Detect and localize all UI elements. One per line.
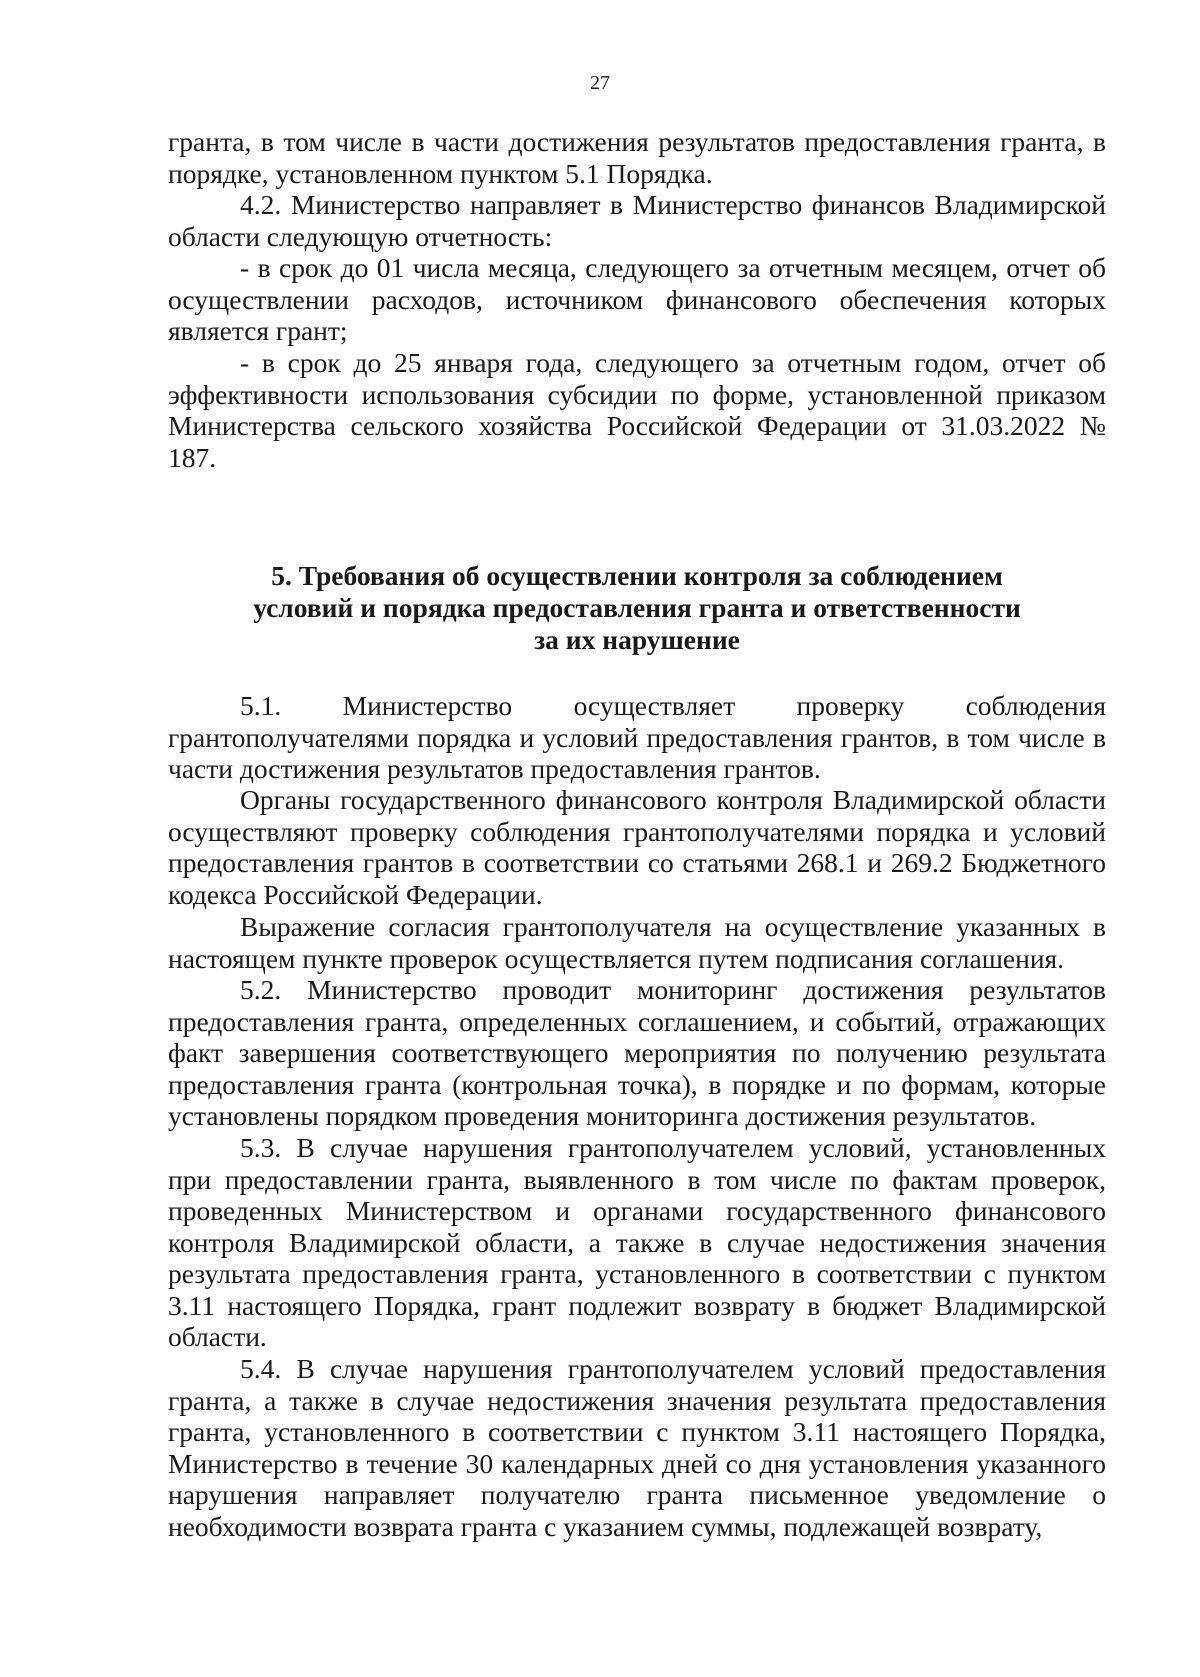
paragraph-5-1: 5.1. Министерство осуществляет проверку соблюдения грантополучателями порядка и условий предоставления грантов, в том числе в части достижения результатов предоставления грантов. [168, 690, 1106, 784]
paragraph-5-4: 5.4. В случае нарушения грантополучателем условий предоставления гранта, а также в случае недостижения значения результата предоставления гранта, установленного в соответствии с пунктом 3.11 настоящего Порядка, Министерство в течение 30 календарных дней со дня установления указанного нарушения направляет получателю гранта письменное уведомление о необходимости возврата гранта с указанием суммы, подлежащей возврату, [168, 1353, 1106, 1542]
section-heading [168, 560, 1106, 656]
paragraph-4-2-item-1: - в срок до 01 числа месяца, следующего за отчетным месяцем, отчет об осуществлении расходов, источником финансового обеспечения которых является грант; [168, 252, 1106, 346]
section-heading-line-2: условий и порядка предоставления гранта и ответственности [253, 592, 1021, 623]
paragraph-4-2: 4.2. Министерство направляет в Министерство финансов Владимирской области следующую отчетность: [168, 189, 1106, 252]
paragraph-5-1-consent: Выражение согласия грантополучателя на осуществление указанных в настоящем пункте проверок осуществляется путем подписания соглашения. [168, 911, 1106, 974]
paragraph-5-2: 5.2. Министерство проводит мониторинг достижения результатов предоставления гранта, определенных соглашением, и событий, отражающих факт завершения соответствующего мероприятия по получению результата предоставления гранта (контрольная точка), в порядке и по формам, которые установлены порядком проведения мониторинга достижения результатов. [168, 974, 1106, 1131]
page-number: 27 [590, 72, 610, 94]
paragraph-4-2-item-2: - в срок до 25 января года, следующего за отчетным годом, отчет об эффективности использования субсидии по форме, установленной приказом Министерства сельского хозяйства Российской Федерации от 31.03.2022 № 187. [168, 347, 1106, 473]
paragraph-5-3: 5.3. В случае нарушения грантополучателем условий, установленных при предоставлении гранта, выявленного в том числе по фактам проверок, проведенных Министерством и органами государственного финансового контроля Владимирской области, а также в случае недостижения значения результата предоставления гранта, установленного в соответствии с пунктом 3.11 настоящего Порядка, грант подлежит возврату в бюджет Владимирской области. [168, 1132, 1106, 1352]
paragraph-5-1-organs: Органы государственного финансового контроля Владимирской области осуществляют проверку соблюдения грантополучателями порядка и условий предоставления грантов в соответствии со статьями 268.1 и 269.2 Бюджетного кодекса Российской Федерации. [168, 784, 1106, 910]
section-heading-line-3: за их нарушение [534, 624, 740, 655]
paragraph-continuation: гранта, в том числе в части достижения результатов предоставления гранта, в порядке, установленном пунктом 5.1 Порядка. [168, 126, 1106, 189]
section-heading-line-1: 5. Требования об осуществлении контроля за соблюдением [271, 560, 1003, 591]
